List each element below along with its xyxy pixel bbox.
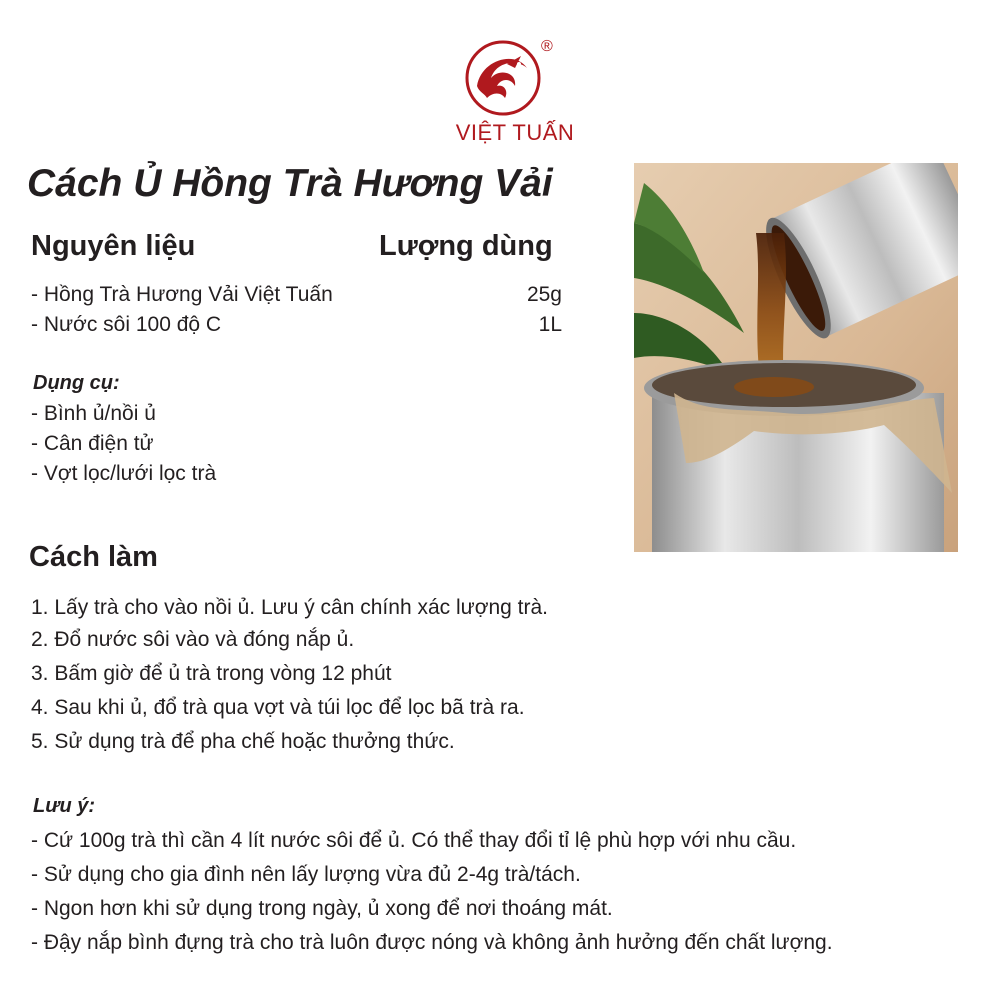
tool-item: - Cân điện tử	[31, 432, 154, 455]
method-step: 5. Sử dụng trà để pha chế hoặc thưởng thức.	[31, 730, 455, 753]
tool-item: - Bình ủ/nồi ủ	[31, 402, 156, 425]
dragon-logo-icon	[463, 38, 543, 118]
ingredient-name: - Hồng Trà Hương Vải Việt Tuấn	[31, 283, 333, 306]
note-item: - Sử dụng cho gia đình nên lấy lượng vừa đủ 2-4g trà/tách.	[31, 863, 581, 886]
method-title: Cách làm	[29, 541, 158, 573]
method-step: 3. Bấm giờ để ủ trà trong vòng 12 phút	[31, 662, 392, 685]
method-step: 1. Lấy trà cho vào nồi ủ. Lưu ý cân chính xác lượng trà.	[31, 596, 549, 619]
note-item: - Cứ 100g trà thì cần 4 lít nước sôi để ủ. Có thể thay đổi tỉ lệ phù hợp với nhu cầu.	[31, 829, 797, 852]
quantity-header: Lượng dùng	[379, 230, 553, 262]
tea-pouring-photo	[634, 163, 958, 552]
brand-name: VIỆT TUẤN	[455, 120, 575, 145]
ingredients-header: Nguyên liệu	[31, 230, 196, 262]
registered-mark: ®	[541, 38, 553, 55]
tools-title: Dụng cụ:	[33, 372, 120, 394]
page-title: Cách Ủ Hồng Trà Hương Vải	[27, 162, 553, 205]
ingredient-qty: 1L	[538, 313, 562, 336]
method-step: 4. Sau khi ủ, đổ trà qua vợt và túi lọc để lọc bã trà ra.	[31, 696, 525, 719]
note-item: - Đậy nắp bình đựng trà cho trà luôn được nóng và không ảnh hưởng đến chất lượng.	[31, 931, 833, 954]
ingredient-name: - Nước sôi 100 độ C	[31, 313, 222, 336]
method-step: 2. Đổ nước sôi vào và đóng nắp ủ.	[31, 628, 355, 651]
tool-item: - Vợt lọc/lưới lọc trà	[31, 462, 217, 485]
brand-logo	[455, 38, 575, 148]
ingredient-qty: 25g	[526, 283, 562, 306]
notes-title: Lưu ý:	[33, 795, 96, 817]
note-item: - Ngon hơn khi sử dụng trong ngày, ủ xong để nơi thoáng mát.	[31, 897, 613, 920]
